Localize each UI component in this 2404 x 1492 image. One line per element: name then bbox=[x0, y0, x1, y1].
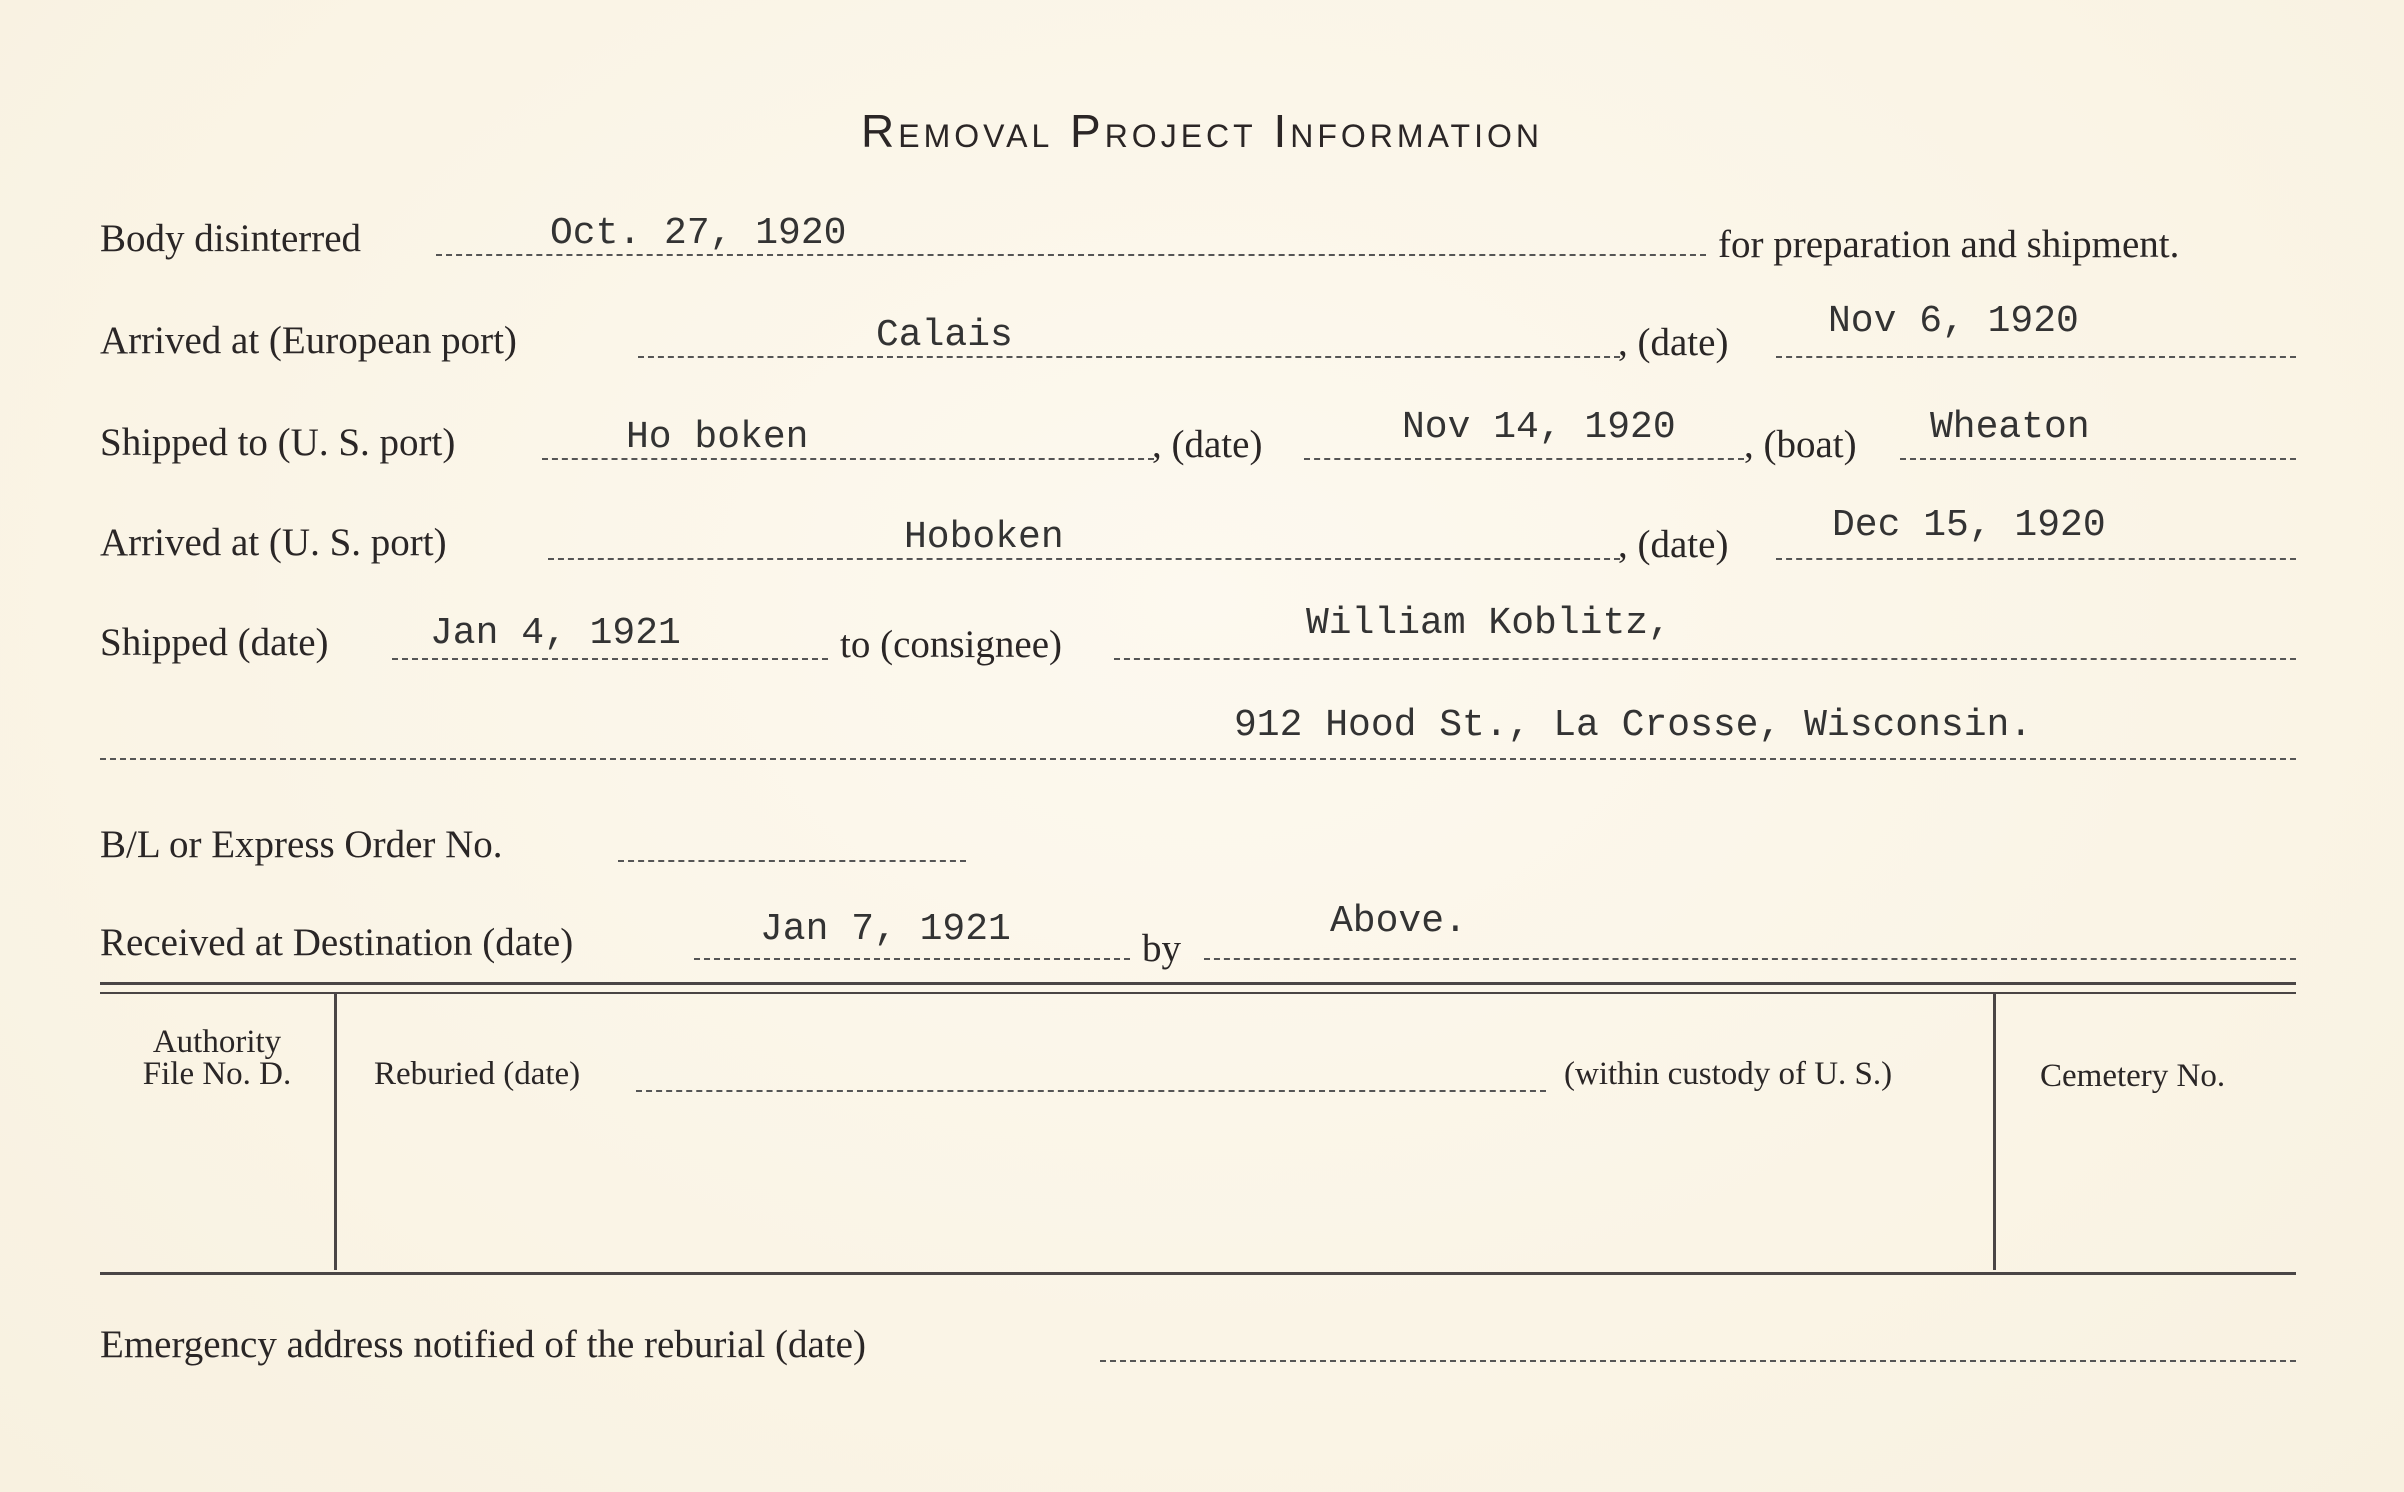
arrived-us-date-line bbox=[1776, 558, 2296, 560]
row-arrived-us bbox=[0, 504, 2404, 592]
shipped-date-value: Jan 4, 1921 bbox=[430, 612, 681, 655]
shipped-us-label: Shipped to (U. S. port) bbox=[100, 421, 456, 464]
custody-label: (within custody of U. S.) bbox=[1564, 1056, 1893, 1092]
shipped-us-port: Ho boken bbox=[626, 416, 809, 459]
emergency-line bbox=[1100, 1360, 2296, 1362]
authority-label-2: File No. D. bbox=[142, 1056, 292, 1092]
row-emergency bbox=[0, 1312, 2404, 1392]
row-disinterred bbox=[0, 210, 2404, 290]
arrived-us-date: Dec 15, 1920 bbox=[1832, 504, 2106, 547]
arrived-europe-date: Nov 6, 1920 bbox=[1828, 300, 2079, 343]
table-top-rule bbox=[100, 982, 2296, 985]
bl-line bbox=[618, 860, 966, 862]
row-arrived-europe bbox=[0, 300, 2404, 390]
reburied-label: Reburied (date) bbox=[374, 1056, 581, 1092]
arrived-us-port: Hoboken bbox=[904, 516, 1064, 559]
card-title: Removal Project Information bbox=[861, 105, 1543, 157]
row-shipped-us bbox=[0, 406, 2404, 492]
row-bl bbox=[0, 816, 2404, 896]
received-by-value: Above. bbox=[1330, 900, 1467, 943]
received-by-line bbox=[1204, 958, 2296, 960]
disinterred-suffix: for preparation and shipment. bbox=[1718, 223, 2180, 266]
shipped-date-line bbox=[392, 658, 828, 660]
arrived-europe-label: Arrived at (European port) bbox=[100, 319, 517, 362]
address-line bbox=[100, 758, 2296, 760]
arrived-us-line bbox=[548, 558, 1620, 560]
emergency-label: Emergency address notified of the reburial (date) bbox=[100, 1323, 866, 1366]
shipped-us-date-label: , (date) bbox=[1152, 423, 1263, 466]
received-date: Jan 7, 1921 bbox=[760, 908, 1011, 951]
table-top-rule-2 bbox=[100, 992, 2296, 994]
received-by-label: by bbox=[1142, 927, 1181, 970]
row-address bbox=[0, 704, 2404, 792]
bl-label: B/L or Express Order No. bbox=[100, 823, 503, 866]
cemetery-label: Cemetery No. bbox=[2040, 1058, 2226, 1094]
consignee-value: William Koblitz, bbox=[1306, 602, 1671, 645]
arrived-europe-line bbox=[638, 356, 1620, 358]
consignee-line bbox=[1114, 658, 2296, 660]
authority-label-1: Authority bbox=[152, 1024, 282, 1060]
shipped-us-date-line bbox=[1304, 458, 1744, 460]
table-bottom-rule bbox=[100, 1272, 2296, 1275]
arrived-us-date-label: , (date) bbox=[1618, 523, 1729, 566]
shipped-us-boat-line bbox=[1900, 458, 2296, 460]
arrived-europe-port: Calais bbox=[876, 314, 1013, 357]
disinterred-value: Oct. 27, 1920 bbox=[550, 212, 847, 255]
address-value: 912 Hood St., La Crosse, Wisconsin. bbox=[1234, 704, 2033, 747]
table-divider-right bbox=[1993, 994, 1996, 1270]
row-shipped-date bbox=[0, 602, 2404, 692]
received-label: Received at Destination (date) bbox=[100, 921, 574, 964]
arrived-europe-date-line bbox=[1776, 356, 2296, 358]
arrived-europe-date-label: , (date) bbox=[1618, 321, 1729, 364]
table-divider-left bbox=[334, 994, 337, 1270]
received-line bbox=[694, 958, 1130, 960]
shipped-us-boat-label: , (boat) bbox=[1744, 423, 1857, 466]
consignee-label: to (consignee) bbox=[840, 623, 1063, 666]
disinterred-label: Body disinterred bbox=[100, 217, 362, 260]
reburied-line bbox=[636, 1090, 1546, 1092]
shipped-date-label: Shipped (date) bbox=[100, 621, 329, 664]
shipped-us-boat: Wheaton bbox=[1930, 406, 2090, 449]
shipped-us-date: Nov 14, 1920 bbox=[1402, 406, 1676, 449]
arrived-us-label: Arrived at (U. S. port) bbox=[100, 521, 447, 564]
